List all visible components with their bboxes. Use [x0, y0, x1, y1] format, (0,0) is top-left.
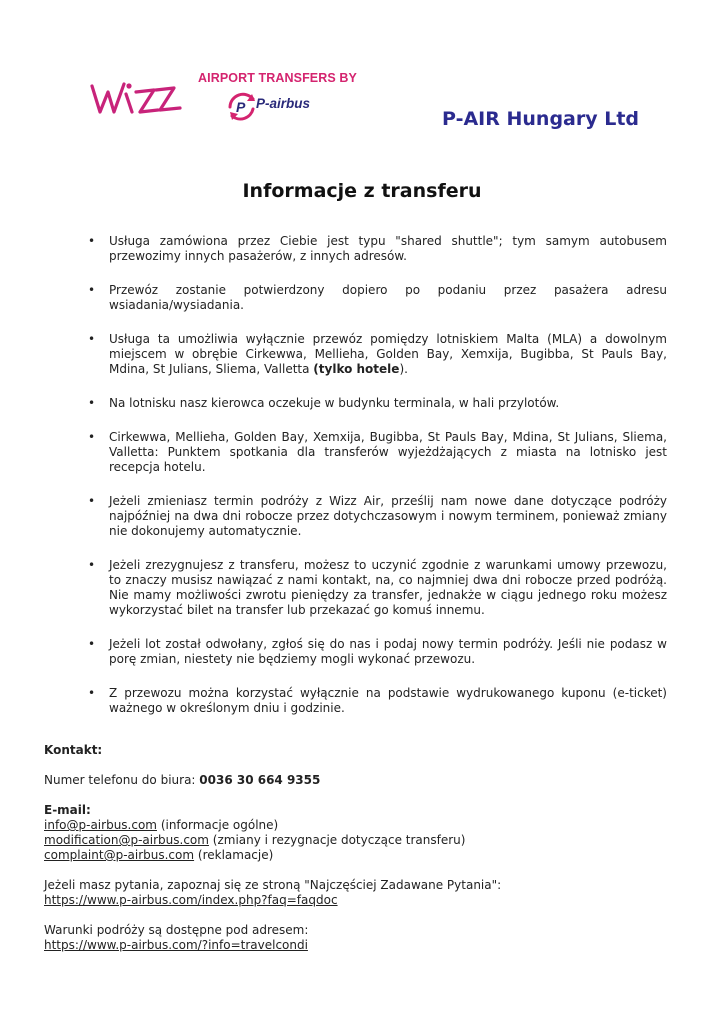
contact-section [44, 743, 684, 953]
terms-text: Warunki podróży są dostępne pod adresem: [44, 923, 309, 937]
list-item-text: ). [399, 362, 408, 376]
list-item-text: Na lotnisku nasz kierowca oczekuje w budynku terminala, w hali przylotów. [109, 396, 560, 410]
email-link-complaint[interactable]: complaint@p-airbus.com [44, 848, 195, 862]
phone-label: Numer telefonu do biura: [44, 773, 200, 787]
email-note: (informacje ogólne) [157, 818, 279, 832]
list-item-bold: (tylko hotele [313, 362, 400, 376]
list-item: • Z przewozu można korzystać wyłącznie na podstawie wydrukowanego kuponu (e-ticket) ważnego w określonym dniu i godzinie. [88, 686, 667, 715]
info-list [88, 234, 667, 735]
list-item-text: Usługa ta umożliwia wyłącznie przewóz pomiędzy lotniskiem Malta (MLA) a dowolnym miejscem w obrębie Cirkewwa, Mellieha, Golden Bay, Xemxija, Bugibba, St Pauls Bay, Mdina, St Julians, Sliema, Valletta [109, 332, 667, 376]
list-item-text: Jeżeli lot został odwołany, zgłoś się do nas i podaj nowy termin podróży. Jeśli nie podasz w porę zmian, niestety nie będziemy mogli wykonać przewozu. [109, 637, 667, 666]
list-item-text: Jeżeli zrezygnujesz z transferu, możesz to uczynić zgodnie z warunkami umowy przewozu, to znaczy musisz nawiązać z nami kontakt, na, co najmniej dwa dni robocze przed podróżą. Nie mamy możliwości zwrotu pieniędzy za transfer, jednakże w ciągu jednego roku możesz wykorzystać bilet na transfer lub przekazać go komuś innemu. [109, 558, 667, 617]
list-item: • Jeżeli zmieniasz termin podróży z Wizz Air, prześlij nam nowe dane dotyczące podróży najpóźniej na dwa dni robocze przez dotychczasowym i nowym terminem, ponieważ zmiany nie dokonujemy automatycznie. [88, 494, 667, 538]
list-item: • Jeżeli zrezygnujesz z transferu, możesz to uczynić zgodnie z warunkami umowy przewozu, to znaczy musisz nawiązać z nami kontakt, na, co najmniej dwa dni robocze przed podróżą. Nie mamy możliwości zwrotu pieniędzy za transfer, jednakże w ciągu jednego roku możesz wykorzystać bilet na transfer lub przekazać go komuś innemu. [88, 558, 667, 617]
email-link-info[interactable]: info@p-airbus.com [44, 818, 157, 832]
airport-transfers-tagline: AIRPORT TRANSFERS BY [198, 71, 357, 85]
list-item: • Przewóz zostanie potwierdzony dopiero po podaniu przez pasażera adresu wsiadania/wysiadania. [88, 283, 667, 312]
page-title: Informacje z transferu [242, 180, 482, 202]
email-note: (reklamacje) [194, 848, 274, 862]
list-item: • Usługa ta umożliwia wyłącznie przewóz pomiędzy lotniskiem Malta (MLA) a dowolnym miejscem w obrębie Cirkewwa, Mellieha, Golden Bay, Xemxija, Bugibba, St Pauls Bay, Mdina, St Julians, Sliema, Valletta (tylko hotele). [88, 332, 667, 376]
faq-text: Jeżeli masz pytania, zapoznaj się ze stroną "Najczęściej Zadawane Pytania": [44, 878, 502, 892]
email-heading: E-mail: [44, 803, 91, 817]
phone-number: 0036 30 664 9355 [199, 773, 321, 787]
list-item: • Cirkewwa, Mellieha, Golden Bay, Xemxija, Bugibba, St Pauls Bay, Mdina, St Julians, Sliema, Valletta: Punktem spotkania dla transferów wyjeżdżających z miasta na lotnisko jest recepcja hotelu. [88, 430, 667, 474]
email-link-modification[interactable]: modification@p-airbus.com [44, 833, 209, 847]
company-name: P-AIR Hungary Ltd [442, 108, 640, 130]
contact-heading: Kontakt: [44, 743, 103, 757]
list-item-text: Jeżeli zmieniasz termin podróży z Wizz Air, prześlij nam nowe dane dotyczące podróży najpóźniej na dwa dni robocze przez dotychczasowym i nowym terminem, ponieważ zmiany nie dokonujemy automatycznie. [109, 494, 667, 538]
list-item-text: Z przewozu można korzystać wyłącznie na podstawie wydrukowanego kuponu (e-ticket) ważnego w określonym dniu i godzinie. [109, 686, 667, 715]
list-item: • Jeżeli lot został odwołany, zgłoś się do nas i podaj nowy termin podróży. Jeśli nie podasz w porę zmian, niestety nie będziemy mogli wykonać przewozu. [88, 637, 667, 666]
svg-text:P: P [236, 99, 246, 115]
list-item-text: Przewóz zostanie potwierdzony dopiero po podaniu przez pasażera adresu wsiadania/wysiadania. [109, 283, 667, 312]
faq-link[interactable]: https://www.p-airbus.com/index.php?faq=faqdoc [44, 893, 338, 907]
p-airbus-logo-text: P-airbus [256, 96, 311, 111]
email-note: (zmiany i rezygnacje dotyczące transferu) [208, 833, 466, 847]
list-item: • Usługa zamówiona przez Ciebie jest typu "shared shuttle"; tym samym autobusem przewozimy innych pasażerów, z innych adresów. [88, 234, 667, 263]
terms-link[interactable]: https://www.p-airbus.com/?info=travelcondi [44, 938, 308, 952]
list-item-text: Usługa zamówiona przez Ciebie jest typu "shared shuttle"; tym samym autobusem przewozimy innych pasażerów, z innych adresów. [109, 234, 667, 263]
wizz-logo [88, 76, 188, 118]
list-item: • Na lotnisku nasz kierowca oczekuje w budynku terminala, w hali przylotów. [88, 396, 560, 410]
list-item-text: Cirkewwa, Mellieha, Golden Bay, Xemxija, Bugibba, St Pauls Bay, Mdina, St Julians, Sliema, Valletta: Punktem spotkania dla transferów wyjeżdżających z miasta na lotnisko jest recepcja hotelu. [109, 430, 667, 474]
